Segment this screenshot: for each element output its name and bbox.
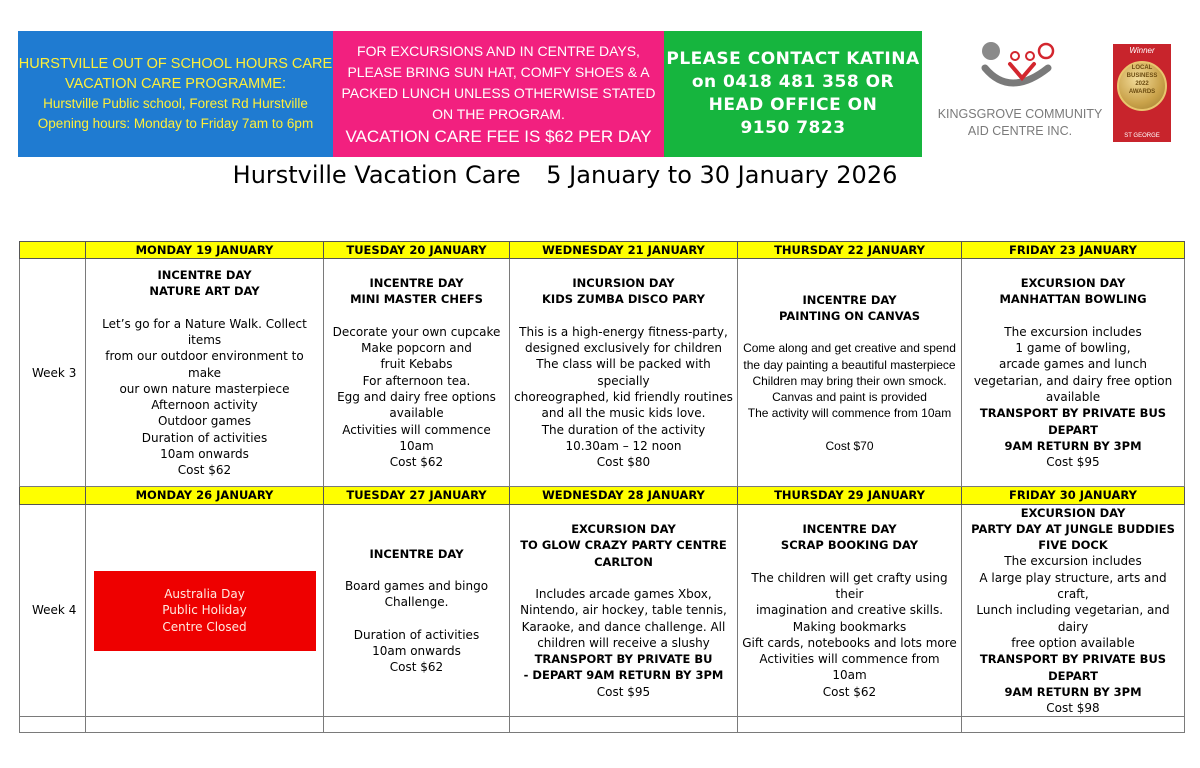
activity-line: The excursion includes	[1004, 554, 1142, 569]
banner-line: PLEASE BRING SUN HAT, COMFY SHOES & A	[347, 64, 650, 80]
activity-line: 10.30am – 12 noon	[565, 438, 682, 453]
empty-cell	[324, 717, 510, 733]
activity-cost: Cost $62	[177, 463, 232, 478]
transport-note: 9AM RETURN BY 3PM	[1004, 684, 1142, 699]
activity-line: designed exclusively for children	[524, 341, 722, 356]
award-year: 2022	[1135, 81, 1149, 87]
activity-line: Challenge.	[384, 595, 449, 610]
activity-line: arcade games and lunch	[998, 357, 1148, 372]
week-row	[20, 259, 1185, 487]
activity-cell	[510, 504, 738, 717]
activity-line: Decorate your own cupcake	[332, 324, 501, 339]
activity-line: Board games and bingo	[344, 578, 489, 593]
activity-cell	[738, 504, 962, 717]
activity-line: Let’s go for a Nature Walk. Collect items	[102, 316, 307, 347]
banner-line: VACATION CARE PROGRAMME:	[64, 76, 286, 92]
transport-note: - DEPART 9AM RETURN BY 3PM	[523, 668, 724, 683]
activity-line: imagination and creative skills.	[755, 603, 944, 618]
activity-line: Nintendo, air hockey, table tennis,	[520, 603, 727, 618]
fee-line: VACATION CARE FEE IS $62 PER DAY	[345, 127, 652, 146]
week-label: Week 4	[20, 504, 86, 717]
day-header: THURSDAY 22 JANUARY	[738, 242, 962, 259]
day-header: FRIDAY 23 JANUARY	[962, 242, 1185, 259]
activity-type: INCENTRE DAY	[157, 268, 252, 283]
activity-line: 10am onwards	[160, 446, 249, 461]
activity-line: 10am onwards	[372, 643, 461, 658]
banner-line: Opening hours: Monday to Friday 7am to 6pm	[37, 116, 314, 131]
org-name: AID CENTRE INC.	[967, 124, 1073, 138]
activity-cell	[86, 504, 324, 717]
empty-cell	[86, 717, 324, 733]
public-holiday-notice	[94, 571, 316, 651]
empty-cell	[738, 717, 962, 733]
activity-line: Includes arcade games Xbox,	[535, 586, 712, 601]
transport-note: TRANSPORT BY PRIVATE BUS DEPART	[979, 406, 1167, 437]
activity-title: PAINTING ON CANVAS	[778, 308, 921, 323]
activity-line: Make popcorn and	[361, 341, 472, 356]
activity-line: available	[1045, 389, 1101, 404]
activity-line: 1 game of bowling,	[1015, 341, 1131, 356]
activity-line: the day painting a beautiful masterpiece	[743, 357, 956, 372]
empty-row	[20, 717, 1185, 733]
activity-line: Children may bring their own smock.	[752, 373, 947, 388]
activity-line: available	[389, 406, 444, 421]
activity-line: The duration of the activity	[541, 422, 706, 437]
activity-line: This is a high-energy fitness-party,	[519, 324, 728, 339]
activity-line: Outdoor games	[157, 414, 252, 429]
activity-line: fruit Kebabs	[380, 357, 453, 372]
activity-title: CARLTON	[594, 554, 653, 569]
activity-cost: Cost $98	[1046, 701, 1100, 716]
holiday-line: Australia Day	[164, 586, 245, 601]
activity-line: The excursion includes	[1004, 324, 1142, 339]
activity-title: TO GLOW CRAZY PARTY CENTRE	[520, 538, 727, 553]
organisation-logo	[930, 36, 1110, 146]
header-blank	[20, 487, 86, 504]
day-header: MONDAY 19 JANUARY	[86, 242, 324, 259]
schedule-table	[19, 241, 1185, 733]
activity-line: Karaoke, and dance challenge. All	[521, 619, 726, 634]
activity-line: and all the music kids love.	[541, 406, 706, 421]
activity-type: INCENTRE DAY	[802, 522, 897, 537]
activity-cost: Cost $62	[822, 684, 877, 699]
activity-cost: Cost $62	[389, 660, 444, 675]
activity-cost: Cost $95	[1046, 455, 1100, 470]
activity-line: choreographed, kid friendly routines	[514, 389, 733, 404]
award-line: AWARDS	[1128, 89, 1156, 95]
activity-line: Canvas and paint is provided	[772, 390, 927, 405]
activity-cost: Cost $80	[596, 455, 651, 470]
activity-title: SCRAP BOOKING DAY	[780, 538, 919, 553]
empty-cell	[20, 717, 86, 733]
banner-line: FOR EXCURSIONS AND IN CENTRE DAYS,	[357, 43, 640, 59]
activity-line: children will receive a slushy	[537, 635, 710, 650]
org-name: KINGSGROVE COMMUNITY	[937, 107, 1103, 121]
banner-line: HEAD OFFICE ON	[708, 95, 878, 115]
activity-line: Come along and get creative and spend	[743, 341, 956, 356]
activity-title: NATURE ART DAY	[149, 284, 260, 299]
activity-type: EXCURSION DAY	[1020, 505, 1126, 520]
transport-note: 9AM RETURN BY 3PM	[1004, 438, 1142, 453]
activity-cell	[86, 259, 324, 487]
people-logo-icon	[930, 36, 1110, 106]
transport-note: TRANSPORT BY PRIVATE BU	[534, 652, 713, 667]
transport-note: TRANSPORT BY PRIVATE BUS DEPART	[979, 652, 1167, 683]
empty-cell	[962, 717, 1185, 733]
activity-cost: Cost $95	[596, 684, 651, 699]
activity-line: Gift cards, notebooks and lots more	[742, 635, 957, 650]
activity-cell	[962, 259, 1185, 487]
banner-line: 9150 7823	[740, 118, 846, 138]
activity-type: INCURSION DAY	[572, 276, 675, 291]
award-line: LOCAL BUSINESS	[1126, 65, 1158, 79]
banner-line: HURSTVILLE OUT OF SCHOOL HOURS CARE	[18, 56, 333, 72]
day-header: TUESDAY 27 JANUARY	[324, 487, 510, 504]
activity-cost: Cost $62	[389, 455, 444, 470]
day-header: WEDNESDAY 28 JANUARY	[510, 487, 738, 504]
activity-title: FIVE DOCK	[1038, 538, 1108, 553]
banner-line: ON THE PROGRAM.	[432, 106, 565, 122]
activity-title: MANHATTAN BOWLING	[999, 292, 1147, 307]
activity-line: For afternoon tea.	[362, 373, 471, 388]
activity-line: Egg and dairy free options	[337, 389, 496, 404]
week-label: Week 3	[20, 259, 86, 487]
activity-cell	[510, 259, 738, 487]
activity-line: Duration of activities	[141, 430, 268, 445]
activity-line: our own nature masterpiece	[119, 381, 290, 396]
activity-type: INCENTRE DAY	[802, 292, 897, 307]
header-row	[20, 487, 1185, 504]
day-header: THURSDAY 29 JANUARY	[738, 487, 962, 504]
award-badge	[1113, 44, 1171, 142]
day-header: FRIDAY 30 JANUARY	[962, 487, 1185, 504]
activity-line: A large play structure, arts and craft,	[979, 570, 1167, 602]
activity-line: The children will get crafty using their	[751, 570, 948, 601]
header-blank	[20, 242, 86, 259]
activity-line: Afternoon activity	[151, 398, 258, 413]
day-header: WEDNESDAY 21 JANUARY	[510, 242, 738, 259]
day-header: MONDAY 26 JANUARY	[86, 487, 324, 504]
activity-line: Activities will commence 10am	[342, 422, 491, 453]
activity-line: free option available	[1011, 635, 1135, 650]
activity-line: The class will be packed with specially	[536, 357, 711, 388]
week-row	[20, 504, 1185, 717]
activity-line: Lunch including vegetarian, and dairy	[976, 603, 1170, 634]
award-region: ST GEORGE	[1124, 133, 1160, 139]
activity-line: The activity will commence from 10am	[747, 406, 952, 421]
activity-line: Activities will commence from 10am	[759, 652, 940, 683]
holiday-line: Centre Closed	[162, 619, 247, 634]
activity-line: vegetarian, and dairy free option	[973, 373, 1173, 388]
reminder-banner	[333, 31, 664, 157]
page-title	[0, 161, 1130, 189]
day-header: TUESDAY 20 JANUARY	[324, 242, 510, 259]
activity-type: INCENTRE DAY	[369, 546, 464, 561]
title-dates: 5 January to 30 January 2026	[546, 161, 898, 189]
empty-cell	[510, 717, 738, 733]
activity-title: MINI MASTER CHEFS	[350, 292, 483, 307]
award-winner: Winner	[1129, 46, 1155, 55]
activity-cell	[324, 259, 510, 487]
activity-title: KIDS ZUMBA DISCO PARY	[542, 292, 705, 307]
activity-title: PARTY DAY AT JUNGLE BUDDIES	[971, 521, 1175, 536]
activity-type: EXCURSION DAY	[571, 522, 676, 537]
activity-cost: Cost $70	[825, 438, 874, 453]
activity-cell	[962, 504, 1185, 717]
activity-line: from our outdoor environment to make	[105, 349, 304, 380]
activity-type: EXCURSION DAY	[1020, 276, 1126, 291]
holiday-line: Public Holiday	[162, 603, 247, 618]
award-text	[1117, 64, 1167, 108]
activity-type: INCENTRE DAY	[369, 276, 464, 291]
activity-cell	[324, 504, 510, 717]
activity-cell	[738, 259, 962, 487]
info-banner	[18, 31, 333, 157]
banner-line: PLEASE CONTACT KATINA	[666, 49, 920, 69]
activity-line: Making bookmarks	[792, 619, 907, 634]
title-main: Hurstville Vacation Care	[232, 161, 521, 189]
banner-line: on 0418 481 358 OR	[691, 72, 895, 92]
banner-line: Hurstville Public school, Forest Rd Hurstville	[43, 96, 308, 111]
activity-line: Duration of activities	[353, 627, 480, 642]
header-row	[20, 242, 1185, 259]
banner-line: PACKED LUNCH UNLESS OTHERWISE STATED	[341, 85, 656, 101]
contact-banner	[664, 31, 922, 157]
